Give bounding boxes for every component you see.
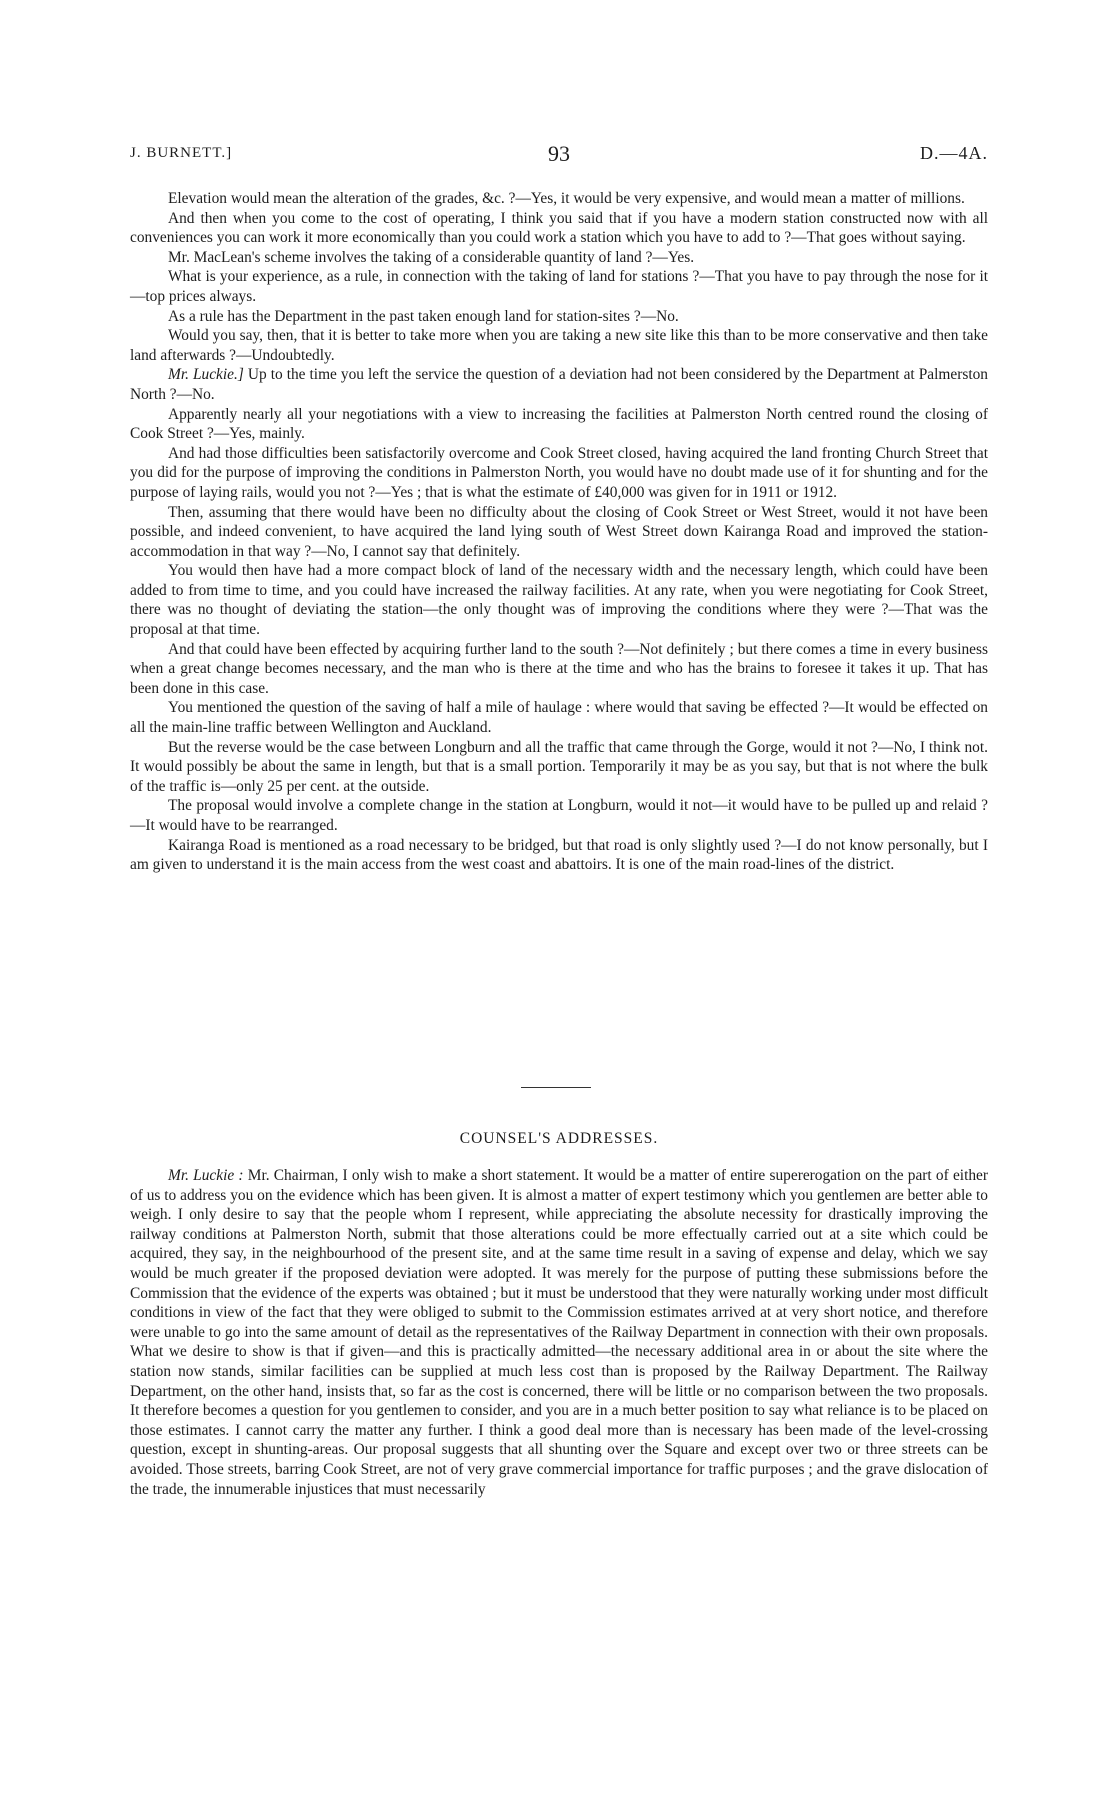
paragraph: [130, 365, 988, 404]
paragraph: And had those difficulties been satisfactorily overcome and Cook Street closed, having acquired the land fronting Church Street that you did for the purpose of improving the conditions in Palmerston North, you would have no doubt made use of it for shunting and for the purpose of laying rails, would you not ?—Yes ; that is what the estimate of £40,000 was given for in 1911 or 1912.: [130, 444, 988, 501]
page-number: 93: [548, 141, 570, 166]
paragraph-text: Mr. Chairman, I only wish to make a short statement. It would be a matter of entire supererogation on the part of either of us to address you on the evidence which has been given. It is almost a matter of expert testimony which you gentlemen are better able to weigh. I only desire to say that the people whom I represent, while appreciating the absolute necessity for drastically improving the railway conditions at Palmerston North, submit that those alterations could be more effectually carried out at a site which could be acquired, they say, in the neighbourhood of the present site, and at the same time result in a saving of expense and delay, which we say would be much greater if the proposed deviation were adopted. It was merely for the purpose of putting these submissions before the Commission that the evidence of the experts was obtained ; but it must be understood that they were naturally working under most difficult conditions in view of the fact that they were obliged to submit to the Commission estimates arrived at at very short notice, and therefore were unable to go into the same amount of detail as the representatives of the Railway Department in connection with their own proposals. What we desire to show is that if given—and this is practically admitted—the necessary additional area in or about the site where the station now stands, similar facilities can be supplied at much less cost than is proposed by the Railway Department. The Railway Department, on the other hand, insists that, so far as the cost is concerned, there will be little or no comparison between the two proposals. It therefore becomes a question for you gentlemen to consider, and you are in a much better position to say what reliance is to be placed on those estimates. I cannot carry the matter any further. I think a good deal more than is necessary has been made of the level-crossing question, except in shunting-areas. Our proposal suggests that all shunting over the Square and except over two or three streets can be avoided. Those streets, barring Cook Street, are not of very grave commercial importance for traffic purposes ; and the grave dislocation of the trade, the innumerable injustices that must necessarily: [130, 1167, 988, 1498]
paragraph: As a rule has the Department in the past taken enough land for station-sites ?—No.: [168, 307, 679, 325]
paragraph: What is your experience, as a rule, in connection with the taking of land for stations ?—That you have to pay through the nose for it—top prices always.: [130, 268, 988, 305]
paragraph: You would then have had a more compact block of land of the necessary width and the necessary length, which could have been added to from time to time, and you could have increased the railway facilities. At any rate, when you were negotiating for Cook Street, there was no thought of deviating the station—the only thought was of improving the conditions where they were ?—That was the proposal at that time.: [130, 562, 988, 639]
document-reference: D.—4A.: [920, 143, 988, 163]
witness-name: J. BURNETT.]: [130, 145, 233, 161]
paragraph: And that could have been effected by acquiring further land to the south ?—Not definitely ; but there comes a time in every business when a great change becomes necessary, and the man who is there at the time and who has the brains to foresee it takes it up. That has been done in this case.: [130, 640, 988, 697]
paragraph: But the reverse would be the case between Longburn and all the traffic that came through the Gorge, would it not ?—No, I think not. It would possibly be about the same in length, but that is a small portion. Temporarily it may be as you say, but that is not where the bulk of the traffic is—only 25 per cent. at the outside.: [130, 738, 988, 795]
paragraph: Elevation would mean the alteration of the grades, &c. ?—Yes, it would be very expensive, and would mean a matter of millions.: [168, 190, 965, 207]
paragraph: You mentioned the question of the saving of half a mile of haulage : where would that saving be effected ?—It would be effected on all the main-line traffic between Wellington and Auckland.: [130, 699, 988, 737]
paragraph-text: Up to the time you left the service the question of a deviation had not been considered by the Department at Palmerston North ?—No.: [130, 366, 988, 403]
paragraph: Then, assuming that there would have been no difficulty about the closing of Cook Street or West Street, would it not have been possible, and indeed convenient, to have acquired the land lying south of West Street down Kairanga Road and improved the station-accommodation in that way ?—No, I cannot say that definitely.: [130, 503, 988, 560]
paragraph: Apparently nearly all your negotiations with a view to increasing the facilities at Palmerston North centred round the closing of Cook Street ?—Yes, mainly.: [130, 405, 988, 443]
paragraph: Kairanga Road is mentioned as a road necessary to be bridged, but that road is only slightly used ?—I do not know personally, but I am given to understand it is the main access from the west coast and abattoirs. It is one of the main road-lines of the district.: [130, 836, 988, 874]
paragraph: [130, 1166, 988, 1499]
counsel-address: [130, 1166, 988, 1499]
speaker-label: Mr. Luckie :: [168, 1167, 244, 1184]
speaker-label: Mr. Luckie.]: [168, 366, 244, 384]
paragraph: The proposal would involve a complete change in the station at Longburn, would it not—it would have to be pulled up and relaid ?—It would have to be rearranged.: [130, 797, 988, 834]
evidence-text: [130, 189, 988, 875]
page-header: [130, 141, 988, 171]
section-divider: [521, 1087, 591, 1088]
paragraph: Would you say, then, that it is better to take more when you are taking a new site like this than to be more conservative and then take land afterwards ?—Undoubtedly.: [130, 327, 988, 364]
paragraph: Mr. MacLean's scheme involves the taking of a considerable quantity of land ?—Yes.: [168, 248, 695, 266]
paragraph: And then when you come to the cost of operating, I think you said that if you have a modern station constructed now with all conveniences you can work it more economically than you could work a station which you have to add to ?—That goes without saying.: [130, 209, 988, 247]
section-title: COUNSEL'S ADDRESSES.: [459, 1130, 659, 1147]
